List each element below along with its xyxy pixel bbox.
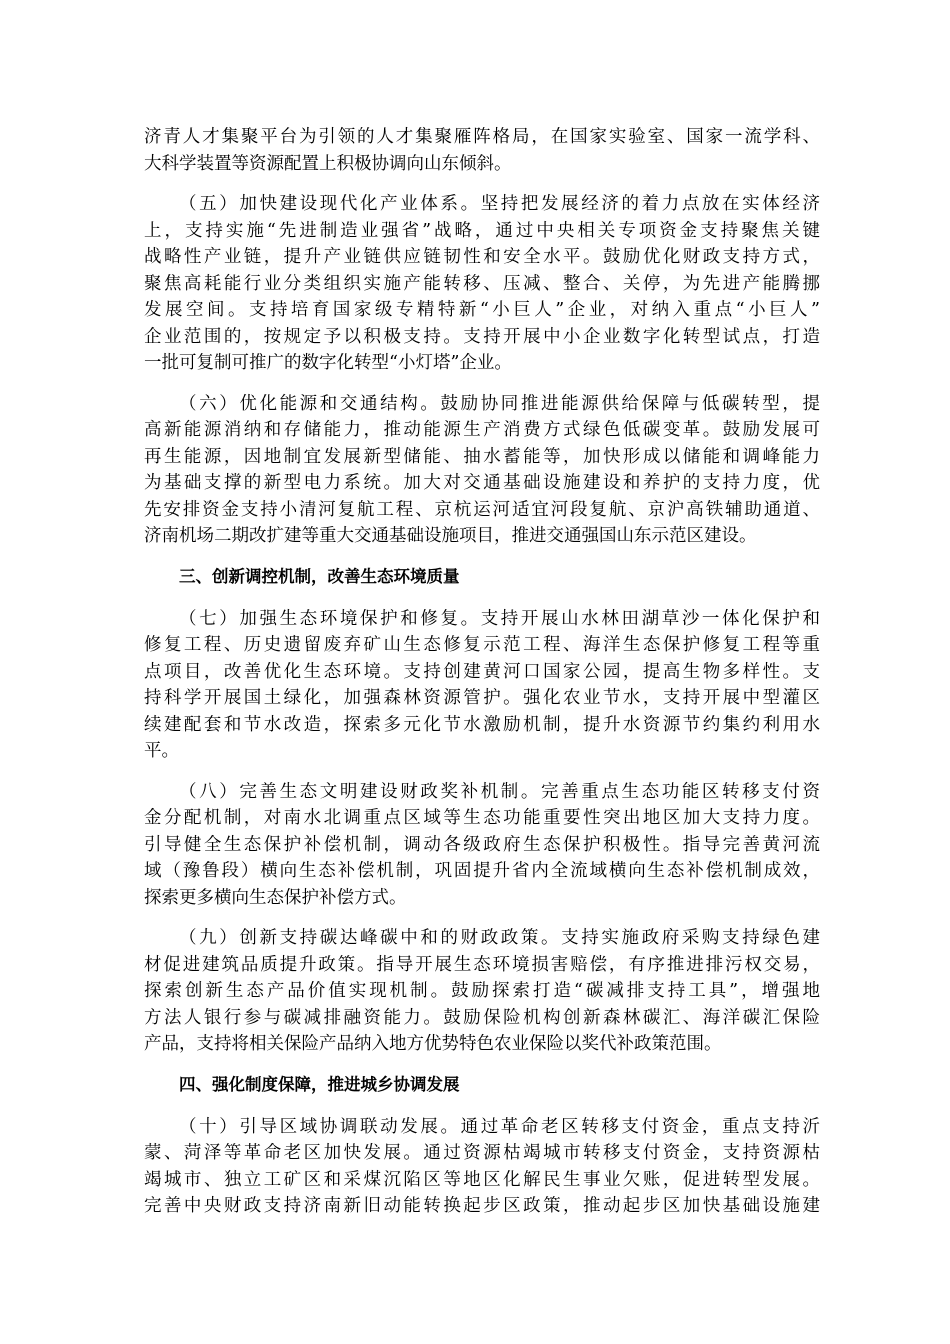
text-line: 一批可复制可推广的数字化转型“小灯塔”企业。 bbox=[144, 353, 512, 373]
text-line: 上，支持实施“先进制造业强省”战略，通过中央相关专项资金支持聚焦关键 bbox=[144, 220, 820, 241]
paragraph-8-ecological-compensation bbox=[144, 779, 820, 912]
document-page bbox=[144, 124, 820, 1234]
text-line: 修复工程、历史遗留废弃矿山生态修复示范工程、海洋生态保护修复工程等重 bbox=[144, 635, 820, 655]
paragraph-7-ecological-protection bbox=[144, 606, 820, 765]
text-line: 探索创新生态产品价值实现机制。鼓励探索打造“碳减排支持工具”，增强地 bbox=[144, 981, 820, 1001]
text-line: （五）加快建设现代化产业体系。坚持把发展经济的着力点放在实体经济 bbox=[179, 194, 820, 214]
text-line: （十）引导区域协调联动发展。通过革命老区转移支付资金，重点支持沂 bbox=[179, 1116, 820, 1137]
text-line: （六）优化能源和交通结构。鼓励协同推进能源供给保障与低碳转型，提 bbox=[179, 393, 820, 414]
text-line: 材促进建筑品质提升政策。指导开展生态环境损害赔偿，有序推进排污权交易， bbox=[144, 954, 820, 975]
section-heading-3: 三、创新调控机制，改善生态环境质量 bbox=[179, 566, 460, 586]
text-line: 续建配套和节水改造，探索多元化节水激励机制，提升水资源节约集约利用水 bbox=[144, 714, 820, 735]
text-line: 为基础支撑的新型电力系统。加大对交通基础设施建设和养护的支持力度，优 bbox=[144, 473, 820, 493]
text-line: 济南机场二期改扩建等重大交通基础设施项目，推进交通强国山东示范区建设。 bbox=[144, 526, 757, 546]
paragraph-talent-cluster bbox=[144, 124, 820, 177]
text-line: 持科学开展国土绿化，加强森林资源管护。强化农业节水，支持开展中型灌区 bbox=[144, 688, 820, 708]
paragraph-9-carbon-policy bbox=[144, 925, 820, 1058]
section-heading-4: 四、强化制度保障，推进城乡协调发展 bbox=[179, 1074, 460, 1094]
text-line: （八）完善生态文明建设财政奖补机制。完善重点生态功能区转移支付资 bbox=[179, 781, 820, 802]
text-line: 方法人银行参与碳减排融资能力。鼓励保险机构创新森林碳汇、海洋碳汇保险 bbox=[144, 1007, 820, 1028]
text-line: 再生能源，因地制宜发展新型储能、抽水蓄能等，加快形成以储能和调峰能力 bbox=[144, 446, 820, 467]
paragraph-10-regional-coordination bbox=[144, 1114, 820, 1220]
text-line: 竭城市、独立工矿区和采煤沉陷区等地区化解民生事业欠账，促进转型发展。 bbox=[144, 1169, 820, 1190]
text-line: 聚焦高耗能行业分类组织实施产能转移、压减、整合、关停，为先进产能腾挪 bbox=[144, 273, 820, 294]
paragraph-6-energy-transport bbox=[144, 391, 820, 550]
text-line: 点项目，改善优化生态环境。支持创建黄河口国家公园，提高生物多样性。支 bbox=[144, 661, 820, 682]
text-line: 完善中央财政支持济南新旧动能转换起步区政策，推动起步区加快基础设施建 bbox=[144, 1196, 820, 1216]
text-line: （七）加强生态环境保护和修复。支持开展山水林田湖草沙一体化保护和 bbox=[179, 608, 820, 629]
text-line: 高新能源消纳和存储能力，推动能源生产消费方式绿色低碳变革。鼓励发展可 bbox=[144, 420, 820, 440]
text-line: 发展空间。支持培育国家级专精特新“小巨人”企业，对纳入重点“小巨人” bbox=[144, 300, 820, 320]
text-line: 金分配机制，对南水北调重点区域等生态功能重要性突出地区加大支持力度。 bbox=[144, 808, 820, 828]
text-line: 大科学装置等资源配置上积极协调向山东倾斜。 bbox=[144, 153, 512, 174]
text-line: （九）创新支持碳达峰碳中和的财政政策。支持实施政府采购支持绿色建 bbox=[179, 928, 820, 948]
text-line: 引导健全生态保护补偿机制，调动各级政府生态保护积极性。指导完善黄河流 bbox=[144, 834, 820, 855]
text-line: 平。 bbox=[144, 741, 179, 761]
text-line: 企业范围的，按规定予以积极支持。支持开展中小企业数字化转型试点，打造 bbox=[144, 326, 820, 347]
text-line: 先安排资金支持小清河复航工程、京杭运河适宜河段复航、京沪高铁辅助通道、 bbox=[144, 499, 820, 520]
text-line: 域（豫鲁段）横向生态补偿机制，巩固提升省内全流域横向生态补偿机制成效， bbox=[144, 861, 820, 881]
text-line: 战略性产业链，提升产业链供应链韧性和安全水平。鼓励优化财政支持方式， bbox=[144, 247, 820, 267]
text-line: 探索更多横向生态保护补偿方式。 bbox=[144, 887, 407, 908]
paragraph-5-industrial-system bbox=[144, 191, 820, 377]
text-line: 济青人才集聚平台为引领的人才集聚雁阵格局，在国家实验室、国家一流学科、 bbox=[144, 127, 820, 147]
text-line: 蒙、菏泽等革命老区加快发展。通过资源枯竭城市转移支付资金，支持资源枯 bbox=[144, 1143, 820, 1163]
text-line: 产品，支持将相关保险产品纳入地方优势特色农业保险以奖代补政策范围。 bbox=[144, 1034, 722, 1054]
